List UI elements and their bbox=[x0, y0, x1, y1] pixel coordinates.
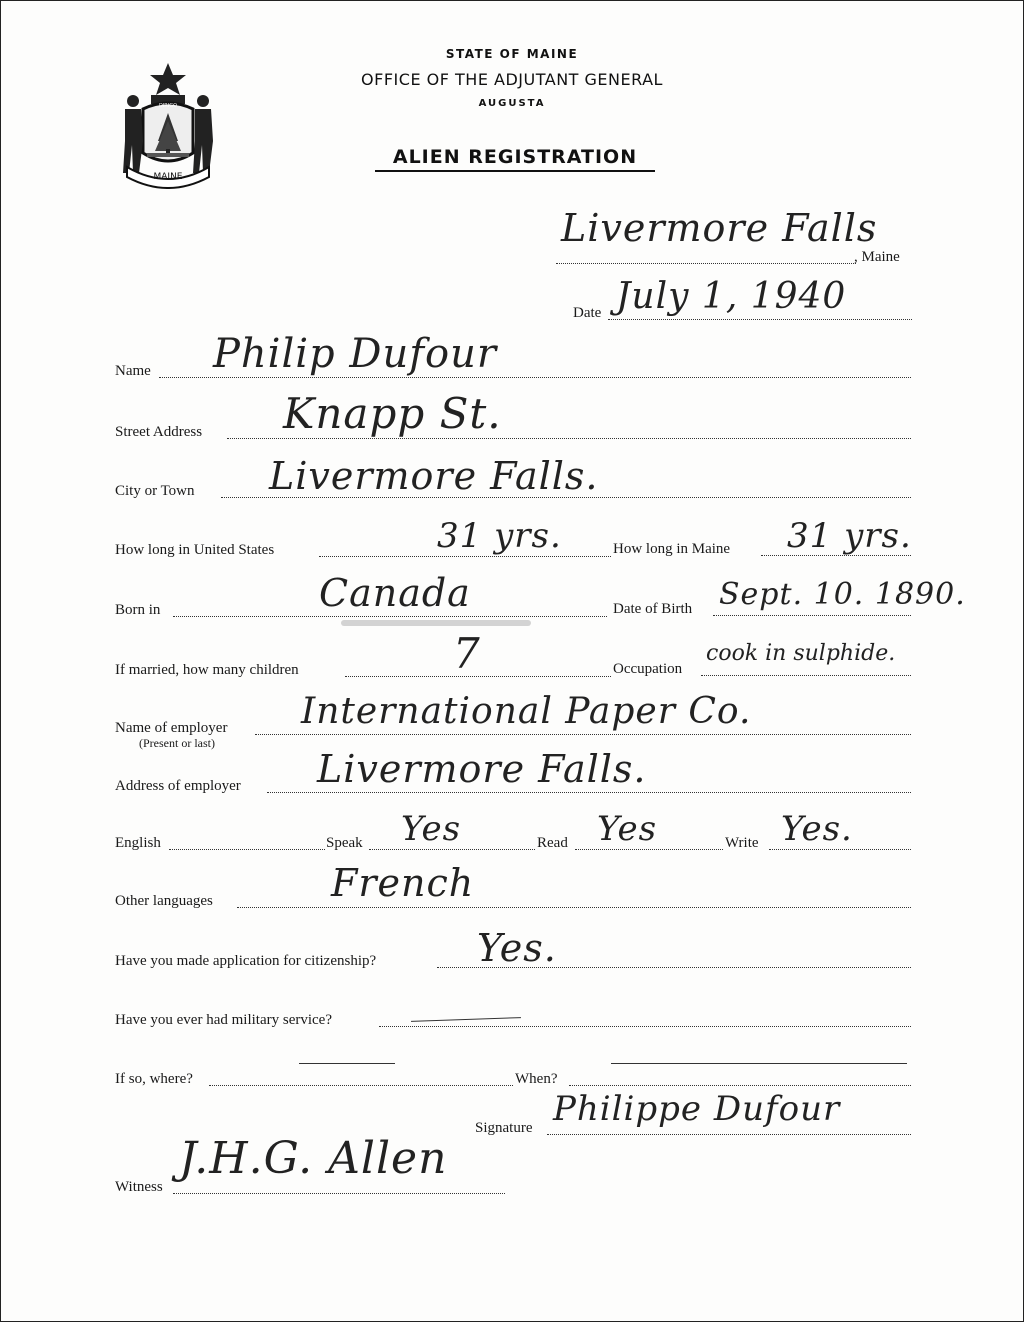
date-label: Date bbox=[573, 305, 602, 321]
place-entry: Livermore Falls bbox=[561, 206, 878, 250]
how-long-maine-label: How long in Maine bbox=[613, 541, 731, 557]
street-label: Street Address bbox=[115, 424, 203, 440]
how-long-us-label: How long in United States bbox=[115, 542, 275, 558]
military-line bbox=[379, 1026, 911, 1027]
when-label: When? bbox=[515, 1071, 558, 1087]
street-entry: Knapp St. bbox=[283, 389, 502, 438]
write-entry: Yes. bbox=[781, 809, 853, 849]
occupation-entry: cook in sulphide. bbox=[706, 641, 896, 666]
english-label: English bbox=[115, 835, 161, 851]
signature-line bbox=[547, 1134, 911, 1135]
born-line bbox=[173, 616, 607, 617]
signature-label: Signature bbox=[475, 1120, 533, 1136]
ink-smudge bbox=[341, 620, 531, 626]
witness-line bbox=[173, 1193, 505, 1194]
born-label: Born in bbox=[115, 602, 161, 618]
read-label: Read bbox=[537, 835, 568, 851]
state-heading: STATE OF MAINE bbox=[445, 47, 579, 61]
other-languages-label: Other languages bbox=[115, 893, 213, 909]
speak-entry: Yes bbox=[401, 809, 462, 849]
employer-address-line bbox=[267, 792, 911, 793]
military-label: Have you ever had military service? bbox=[115, 1012, 332, 1028]
signature-entry: Philippe Dufour bbox=[553, 1089, 841, 1129]
dob-entry: Sept. 10. 1890. bbox=[719, 577, 966, 612]
form-title: ALIEN REGISTRATION bbox=[375, 146, 655, 172]
where-dash bbox=[299, 1063, 395, 1064]
city-entry: Livermore Falls. bbox=[269, 454, 599, 498]
employer-address-label: Address of employer bbox=[115, 778, 241, 794]
read-entry: Yes bbox=[597, 809, 658, 849]
write-label: Write bbox=[725, 835, 759, 851]
name-label: Name bbox=[115, 363, 151, 379]
other-languages-entry: French bbox=[331, 861, 475, 905]
dob-label: Date of Birth bbox=[613, 601, 693, 617]
svg-text:DIRIGO: DIRIGO bbox=[158, 103, 178, 109]
employer-line bbox=[255, 734, 911, 735]
name-entry: Philip Dufour bbox=[213, 331, 497, 377]
english-line bbox=[169, 849, 325, 850]
when-dash bbox=[611, 1063, 907, 1064]
speak-label: Speak bbox=[326, 835, 363, 851]
office-heading: OFFICE OF THE ADJUTANT GENERAL bbox=[361, 70, 663, 89]
state-seal-icon bbox=[113, 61, 223, 189]
where-line bbox=[209, 1085, 513, 1086]
military-dash bbox=[411, 1017, 521, 1022]
witness-entry: J.H.G. Allen bbox=[179, 1133, 448, 1184]
how-long-us-line bbox=[319, 556, 611, 557]
employer-note: (Present or last) bbox=[139, 736, 215, 750]
witness-label: Witness bbox=[115, 1179, 163, 1195]
write-line bbox=[769, 849, 911, 850]
svg-text:MAINE: MAINE bbox=[153, 172, 183, 182]
children-label: If married, how many children bbox=[115, 662, 299, 678]
other-languages-line bbox=[237, 907, 911, 908]
where-label: If so, where? bbox=[115, 1071, 193, 1087]
employer-address-entry: Livermore Falls. bbox=[317, 747, 647, 791]
dob-line bbox=[713, 615, 911, 616]
born-entry: Canada bbox=[319, 571, 471, 615]
city-heading: AUGUSTA bbox=[478, 98, 546, 109]
speak-line bbox=[369, 849, 535, 850]
employer-label: Name of employer bbox=[115, 720, 228, 736]
read-line bbox=[575, 849, 723, 850]
how-long-maine-entry: 31 yrs. bbox=[787, 516, 912, 556]
name-line bbox=[159, 377, 911, 378]
maine-label: , Maine bbox=[854, 249, 900, 265]
citizenship-entry: Yes. bbox=[477, 926, 557, 970]
date-line bbox=[608, 319, 912, 320]
children-entry: 7 bbox=[453, 629, 481, 678]
place-line bbox=[556, 263, 856, 264]
street-line bbox=[227, 438, 911, 439]
citizenship-label: Have you made application for citizenship? bbox=[115, 953, 377, 969]
how-long-us-entry: 31 yrs. bbox=[437, 516, 562, 556]
occupation-label: Occupation bbox=[613, 661, 683, 677]
when-line bbox=[569, 1085, 911, 1086]
occupation-line bbox=[701, 675, 911, 676]
employer-entry: International Paper Co. bbox=[301, 691, 752, 732]
city-label: City or Town bbox=[115, 483, 195, 499]
date-entry: July 1, 1940 bbox=[616, 276, 847, 317]
